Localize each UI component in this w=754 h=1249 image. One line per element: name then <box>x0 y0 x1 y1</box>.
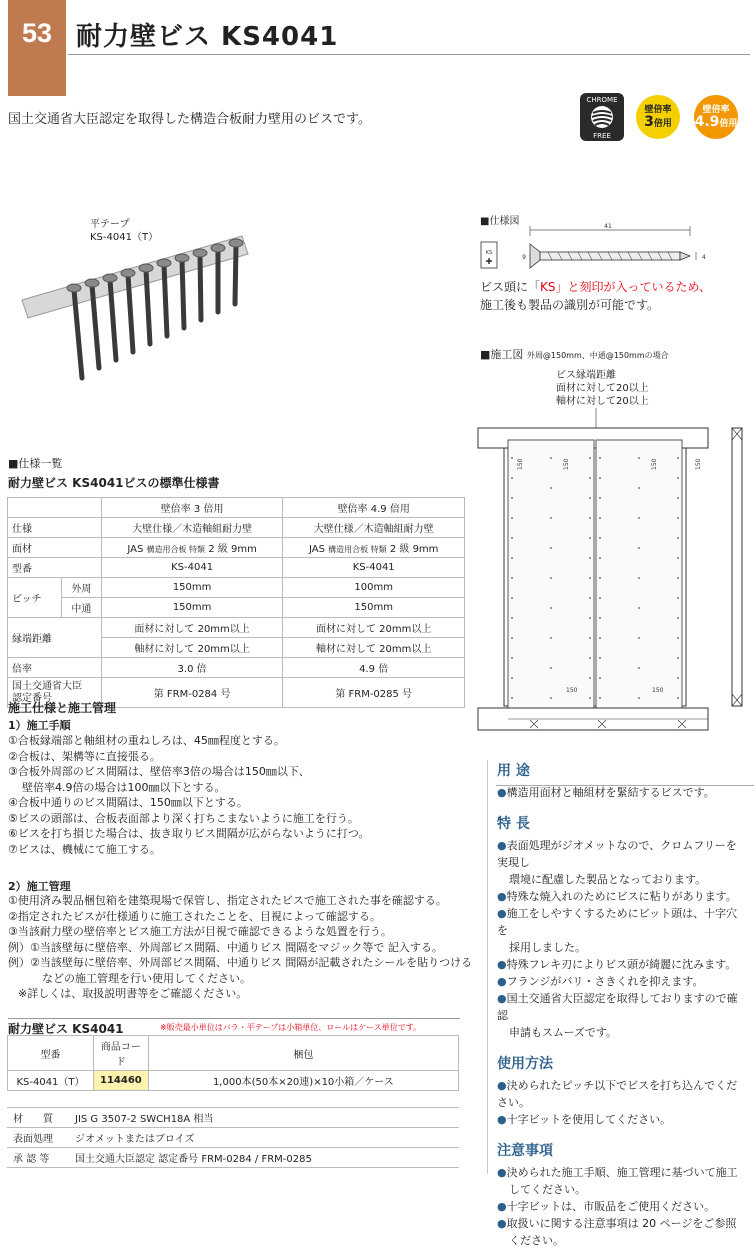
row-label-line: 認定番号 <box>12 692 52 704</box>
row-label: 型番 <box>8 558 102 578</box>
packing-note: ※販売最小単位はバラ・平テープは小箱単位、ロールはケース単位です。 <box>160 1023 422 1032</box>
procedure-list <box>8 733 369 857</box>
cell: 大壁仕様／木造軸組耐力壁 <box>101 518 283 538</box>
intro-text: 国土交通省大臣認定を取得した構造合板耐力壁用のビスです。 <box>8 112 371 127</box>
management-line: ③当該耐力壁の壁倍率とビス施工方法が目視で確認できるような処置を行う。 <box>8 925 392 938</box>
feature-text: フランジがバリ・さきくれを抑えます。 <box>506 975 704 988</box>
procedure-line: ⑦ビスは、機械にて施工する。 <box>8 842 161 856</box>
cell: 面材に対して 20mm以上 <box>283 618 465 638</box>
dim-150-c: 150 <box>651 458 658 470</box>
feature-item: ●国土交通省大臣認定を取得しておりますので確認 <box>497 992 738 1022</box>
install-title: ■施工図 <box>480 348 524 361</box>
row-label-line: 国土交通省大臣 <box>12 680 82 692</box>
page-title: 耐力壁ビス KS4041 <box>76 22 339 52</box>
cell-part: JAS <box>308 544 325 555</box>
procedure-subheading: 1）施工手順 <box>8 719 71 732</box>
management-line: ※詳しくは、取扱説明書等をご確認ください。 <box>18 987 248 1000</box>
usage-heading: 使用方法 <box>497 1056 553 1072</box>
cell: KS-4041 <box>283 558 465 578</box>
procedure-line: ②合板は、架構等に直接張る。 <box>8 749 161 763</box>
badge-value: 3 <box>644 113 654 130</box>
caution-item: ●決められた施工手順、施工管理に基づいて施工 <box>497 1166 738 1179</box>
cell: 軸材に対して 20mm以上 <box>101 638 283 658</box>
construction-heading: 施工仕様と施工管理 <box>8 701 117 715</box>
row-sublabel: 外周 <box>61 578 101 598</box>
cell-part: 構造用合板 特類 <box>328 545 387 554</box>
installation-diagram <box>478 408 744 742</box>
use-item: ●構造用面材と軸組材を緊結するビスです。 <box>497 786 715 799</box>
procedure-line: ①合板縁端部と軸組材の重ねしろは、45㎜程度とする。 <box>8 734 285 747</box>
wall-ratio-3-badge <box>636 95 680 139</box>
cell: 150mm <box>283 598 465 618</box>
material-table <box>7 1107 459 1168</box>
install-note: 外周@150mm、中通@150mmの場合 <box>526 351 669 360</box>
col-header-3x: 壁倍率 3 倍用 <box>101 498 283 518</box>
cell-part: JAS <box>127 544 144 555</box>
procedure-line: ③合板外周部のビス間隔は、壁倍率3倍の場合は150㎜以下、 <box>8 765 310 778</box>
cell: 150mm <box>101 598 283 618</box>
side-info <box>497 760 747 1249</box>
row-label: 面材 <box>8 538 102 558</box>
row-label: 倍率 <box>8 658 102 678</box>
use-heading: 用 途 <box>497 763 530 779</box>
management-line: 例）②当該壁毎に壁倍率、外周部ビス間隔、中通りビス 間隔が記載されたシールを貼りつける <box>8 956 473 969</box>
packing-header: 梱包 <box>148 1036 458 1071</box>
surface-label: 表面処理 <box>7 1128 69 1148</box>
procedure-line: ⑤ビスの頭部は、合板表面部より深く打ちこまないように施工を行う。 <box>8 811 359 825</box>
packing-table <box>7 1035 459 1091</box>
procedure-line: ⑥ビスを打ち損じた場合は、抜き取りビス間隔が広がらないように打つ。 <box>8 827 370 840</box>
management-subheading: 2）施工管理 <box>8 880 71 893</box>
side-divider <box>487 760 488 1174</box>
edge-label2: 面材に対して20以上 <box>556 383 649 394</box>
usage-text: 決められたピッチ以下でビスを打ち込んでください。 <box>497 1079 738 1109</box>
col-header-4-9x: 壁倍率 4.9 倍用 <box>283 498 465 518</box>
cell: 3.0 倍 <box>101 658 283 678</box>
usage-text: 十字ビットを使用してください。 <box>506 1113 672 1126</box>
page-number: 53 <box>21 18 53 48</box>
marking-note <box>480 278 711 314</box>
caution-item: ●十字ビットは、市販品をご使用ください。 <box>497 1200 716 1213</box>
head-marking: KS <box>485 250 493 256</box>
features-heading: 特 長 <box>497 816 530 832</box>
product-code: 114460 <box>94 1071 149 1091</box>
dim-head: 9 <box>522 254 526 261</box>
badge-unit: 倍用 <box>719 118 738 129</box>
use-text: 構造用面材と軸組材を緊結するビスです。 <box>506 786 715 799</box>
feature-text: 特殊な焼入れのためにビスに粘りがあります。 <box>506 890 737 903</box>
chrome-free-badge <box>580 93 624 141</box>
row-label: 仕様 <box>8 518 102 538</box>
row-sublabel: 中通 <box>61 598 101 618</box>
chrome-label: CHROME <box>586 96 618 104</box>
badge-label: 壁倍率 <box>644 104 672 115</box>
photo-label-line1: 平テープ <box>90 219 130 230</box>
screw-icon <box>588 104 616 130</box>
cell: 100mm <box>283 578 465 598</box>
edge-label3: 軸材に対して20以上 <box>556 396 649 407</box>
packing-model: KS-4041（T） <box>8 1071 94 1091</box>
feature-text: 国土交通省大臣認定を取得しておりますので確認 <box>497 992 738 1022</box>
approval-label: 承 認 等 <box>7 1148 69 1168</box>
approval-value: 国土交通大臣認定 認定番号 FRM-0284 / FRM-0285 <box>69 1148 459 1168</box>
feature-text: 採用しました。 <box>509 941 586 954</box>
dim-150-f: 150 <box>652 687 664 694</box>
packing-spec: 1,000本(50本×20連)×10小箱／ケース <box>148 1071 458 1091</box>
spec-table-corner <box>8 498 102 518</box>
cell-part: 2 級 9mm <box>389 544 439 555</box>
title-rule <box>68 54 750 55</box>
feature-item: ●表面処理がジオメットなので、クロムフリーを実現し <box>497 839 737 869</box>
management-list <box>8 893 472 1002</box>
cross-recess-icon: ✚ <box>485 257 493 266</box>
material-label: 材 質 <box>7 1108 69 1128</box>
packing-title: 耐力壁ビス KS4041 <box>8 1022 124 1036</box>
caution-item: ●取扱いに関する注意事項は 20 ページをご参照 <box>497 1217 737 1230</box>
cell: 軸材に対して 20mm以上 <box>283 638 465 658</box>
procedure-line: ④合板中通りのビス間隔は、150㎜以下とする。 <box>8 796 248 809</box>
surface-value: ジオメットまたはブロイズ <box>69 1128 459 1148</box>
dim-150-e: 150 <box>566 687 578 694</box>
free-label: FREE <box>593 132 611 140</box>
cell <box>101 538 283 558</box>
caution-heading: 注意事項 <box>497 1143 553 1159</box>
taped-screws-photo <box>14 228 254 388</box>
spec-list-title: 耐力壁ビス KS4041ビスの標準仕様書 <box>8 476 220 490</box>
spec-table <box>7 497 465 708</box>
screw-dimension-drawing <box>478 222 708 278</box>
dim-length: 41 <box>604 223 612 230</box>
badge-unit: 倍用 <box>653 118 672 129</box>
install-figure-title <box>480 346 669 362</box>
feature-text: 申請もスムーズです。 <box>509 1026 618 1039</box>
cell-part: 構造用合板 特類 <box>146 545 206 554</box>
spec-figure-title: ■仕様図 <box>480 216 520 227</box>
management-line: 例）①当該壁毎に壁倍率、外周部ビス間隔、中通りビス 間隔をマジック等で 記入する。 <box>8 940 443 954</box>
packing-header: 型番 <box>8 1036 94 1071</box>
material-value: JIS G 3507-2 SWCH18A 相当 <box>69 1108 459 1128</box>
cell: KS-4041 <box>101 558 283 578</box>
cell: 面材に対して 20mm以上 <box>101 618 283 638</box>
caution-text: 決められた施工手順、施工管理に基づいて施工 <box>506 1166 738 1179</box>
cell <box>283 538 465 558</box>
feature-item: ●施工をしやすくするためにビット頭は、十字穴を <box>497 907 738 937</box>
cell: 第 FRM-0284 号 <box>101 678 283 708</box>
feature-item: ●特殊な焼入れのためにビスに粘りがあります。 <box>497 890 737 903</box>
note-pre: ビス頭に「 <box>480 280 541 294</box>
note-red: KS」と刻印が入っているため、 <box>540 280 712 294</box>
cell: 大壁仕様／木造軸組耐力壁 <box>283 518 465 538</box>
note-line2: 施工後も製品の識別が可能です。 <box>480 298 660 312</box>
dim-150-b: 150 <box>563 458 570 470</box>
cell: 150mm <box>101 578 283 598</box>
caution-text: してください。 <box>509 1183 586 1196</box>
caution-text: 取扱いに関する注意事項は 20 ページをご参照 <box>506 1217 737 1230</box>
usage-item: ●決められたピッチ以下でビスを打ち込んでください。 <box>497 1079 738 1109</box>
packing-rule <box>8 1018 460 1019</box>
row-label: 縁端距離 <box>8 618 102 658</box>
edge-label1: ビス縁端距離 <box>556 370 616 381</box>
dim-150-d: 150 <box>695 458 702 470</box>
row-label: ピッチ <box>8 578 62 618</box>
management-line: ②指定されたビスが仕様通りに施工されたことを、目視によって確認する。 <box>8 909 381 923</box>
usage-item: ●十字ビットを使用してください。 <box>497 1113 672 1126</box>
wall-ratio-4-9-badge <box>694 95 738 139</box>
management-line: ①使用済み製品梱包箱を建築現場で保管し、指定されたビスで施工された事を確認する。 <box>8 894 447 907</box>
procedure-line: 壁倍率4.9倍の場合は100㎜以下とする。 <box>22 780 226 794</box>
photo-label-line2: KS-4041（T） <box>90 232 159 243</box>
cell-part: 2 級 9mm <box>208 544 257 555</box>
feature-item: ●特殊フレキ刃によりビス頭が綺麗に沈みます。 <box>497 958 737 971</box>
caution-text: ください。 <box>509 1234 564 1247</box>
edge-distance-callout <box>556 369 649 408</box>
feature-text: 表面処理がジオメットなので、クロムフリーを実現し <box>497 839 737 869</box>
dim-150-a: 150 <box>517 458 524 470</box>
dim-diameter: 4 <box>702 254 706 261</box>
feature-text: 環境に配慮した製品となっております。 <box>509 873 707 886</box>
packing-header: 商品コード <box>94 1036 149 1071</box>
feature-item: ●フランジがバリ・さきくれを抑えます。 <box>497 975 704 988</box>
badge-value: 4.9 <box>694 113 720 130</box>
cell: 第 FRM-0285 号 <box>283 678 465 708</box>
spec-list-heading: ■仕様一覧 <box>8 457 63 470</box>
feature-text: 施工をしやすくするためにビット頭は、十字穴を <box>497 907 738 937</box>
badge-label: 壁倍率 <box>702 104 730 115</box>
cell: 4.9 倍 <box>283 658 465 678</box>
caution-text: 十字ビットは、市販品をご使用ください。 <box>506 1200 716 1213</box>
feature-text: 特殊フレキ刃によりビス頭が綺麗に沈みます。 <box>506 958 737 971</box>
management-line: などの施工管理を行い使用してください。 <box>42 971 251 985</box>
